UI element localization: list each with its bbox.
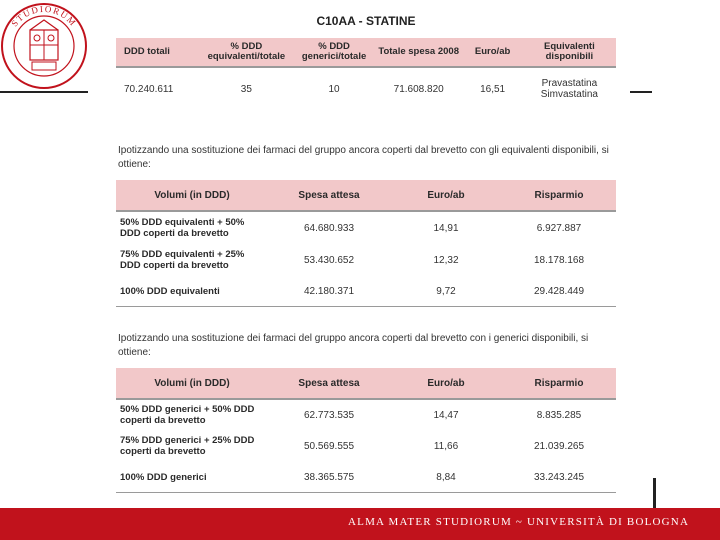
row-euro: 11,66 — [433, 440, 459, 452]
row-label: 100% DDD generici — [120, 471, 207, 483]
row-euro: 8,84 — [436, 471, 456, 483]
row-risparmio: 33.243.245 — [533, 471, 585, 483]
col-euro-ab: Euro/ab — [390, 368, 502, 398]
row-risparmio: 21.039.265 — [533, 440, 585, 452]
row-spesa: 38.365.575 — [303, 471, 355, 483]
paragraph-generici: Ipotizzando una sostituzione dei farmaci del gruppo ancora coperti dal brevetto con i generici disponibili, si ottiene: — [118, 333, 589, 358]
col-spesa-attesa: Spesa attesa — [268, 368, 390, 398]
col-euro-ab: Euro/ab — [390, 180, 502, 210]
page-title: C10AA - STATINE — [316, 14, 416, 28]
col-euro-ab: Euro/ab — [462, 38, 522, 66]
summary-data-row — [116, 68, 616, 110]
row-euro: 12,32 — [433, 254, 459, 266]
col-volumi: Volumi (in DDD) — [116, 368, 268, 398]
cell-euro-ab: 16,51 — [480, 83, 506, 95]
summary-header-row — [116, 38, 616, 66]
row-risparmio: 6.927.887 — [536, 222, 582, 234]
generici-header-row — [116, 368, 616, 398]
col-equivalenti-disponibili: Equivalenti disponibili — [523, 38, 616, 66]
row-euro: 9,72 — [436, 285, 456, 297]
row-euro: 14,47 — [433, 409, 459, 421]
row-spesa: 42.180.371 — [303, 285, 355, 297]
row-risparmio: 18.178.168 — [533, 254, 585, 266]
row-risparmio: 29.428.449 — [533, 285, 585, 297]
table-row — [116, 430, 616, 462]
col-pct-generici: % DDD generici/totale — [293, 38, 375, 66]
col-risparmio: Risparmio — [502, 180, 616, 210]
col-spesa-attesa: Spesa attesa — [268, 180, 390, 210]
table-generici — [116, 368, 616, 493]
row-label: 75% DDD generici + 25% DDD coperti da brevetto — [120, 435, 255, 457]
col-ddd-totali: DDD totali — [116, 38, 199, 66]
table-row — [116, 462, 616, 492]
seal-text: STUDIORUM — [9, 3, 79, 29]
cell-totale-spesa: 71.608.820 — [393, 83, 444, 95]
paragraph-equivalenti: Ipotizzando una sostituzione dei farmaci del gruppo ancora coperti dal brevetto con gli equivalenti disponibili, si ottiene: — [118, 145, 609, 170]
row-spesa: 50.569.555 — [303, 440, 355, 452]
summary-table — [116, 38, 616, 110]
left-divider-line — [0, 91, 88, 93]
equivalenti-header-row — [116, 180, 616, 210]
row-risparmio: 8.835.285 — [536, 409, 582, 421]
row-label: 50% DDD equivalenti + 50% DDD coperti da brevetto — [120, 217, 245, 239]
cell-pct-equivalenti: 35 — [240, 83, 252, 95]
university-seal-logo — [0, 0, 88, 96]
cell-pct-generici: 10 — [328, 83, 340, 95]
table-row — [116, 400, 616, 430]
table-row — [116, 276, 616, 306]
row-euro: 14,91 — [433, 222, 459, 234]
row-label: 50% DDD generici + 50% DDD coperti da brevetto — [120, 404, 255, 426]
generici-bottom-line — [116, 492, 616, 493]
row-spesa: 64.680.933 — [303, 222, 355, 234]
col-risparmio: Risparmio — [502, 368, 616, 398]
table-equivalenti — [116, 180, 616, 307]
table-row — [116, 212, 616, 244]
row-label: 100% DDD equivalenti — [120, 285, 220, 297]
cell-equivalenti-disponibili: Pravastatina Simvastatina — [540, 78, 598, 100]
right-divider-line — [630, 91, 652, 93]
row-spesa: 62.773.535 — [303, 409, 355, 421]
row-label: 75% DDD equivalenti + 25% DDD coperti da brevetto — [120, 249, 245, 271]
col-volumi: Volumi (in DDD) — [116, 180, 268, 210]
table-row — [116, 244, 616, 276]
cell-ddd-totali: 70.240.611 — [124, 83, 174, 95]
equivalenti-bottom-line — [116, 306, 616, 307]
col-pct-equivalenti: % DDD equivalenti/totale — [199, 38, 293, 66]
col-totale-spesa: Totale spesa 2008 — [375, 38, 463, 66]
row-spesa: 53.430.652 — [303, 254, 355, 266]
footer-university-name: ALMA MATER STUDIORUM ~ UNIVERSITÀ DI BOLOGNA — [348, 516, 690, 528]
